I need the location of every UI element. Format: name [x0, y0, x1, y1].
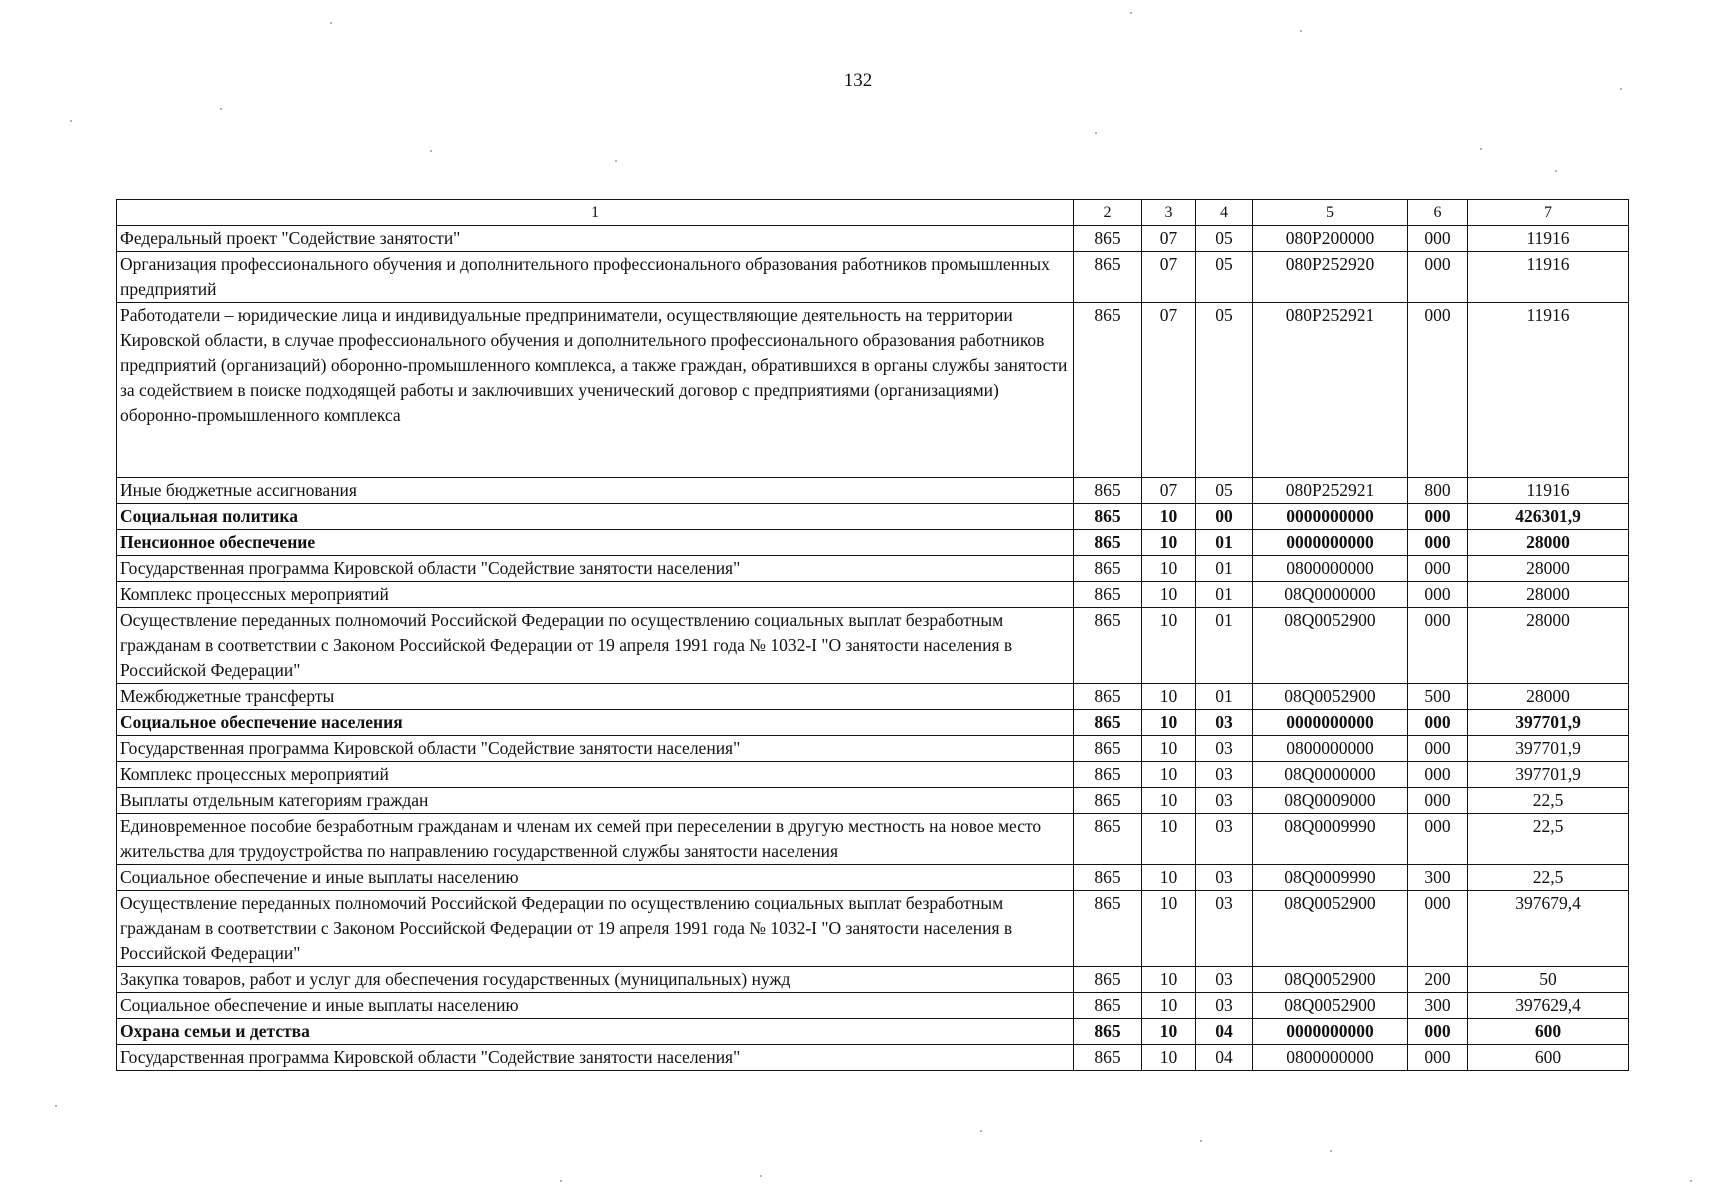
column-header: 3 [1142, 200, 1196, 226]
scan-speck [55, 1105, 57, 1107]
table-row [117, 762, 1629, 788]
section-code-cell: 10 [1142, 814, 1196, 865]
expense-type-cell: 000 [1408, 891, 1468, 967]
subsection-code-cell: 01 [1196, 684, 1253, 710]
section-code-cell: 07 [1142, 303, 1196, 478]
item-name-cell: Социальное обеспечение населения [117, 710, 1074, 736]
scan-speck [980, 1130, 982, 1132]
amount-cell: 28000 [1468, 556, 1629, 582]
target-article-cell: 080P252921 [1253, 303, 1408, 478]
scan-speck [1620, 88, 1622, 90]
target-article-cell: 080P252920 [1253, 252, 1408, 303]
ministry-code-cell: 865 [1074, 1019, 1142, 1045]
column-header: 6 [1408, 200, 1468, 226]
ministry-code-cell: 865 [1074, 814, 1142, 865]
scan-speck [1555, 170, 1557, 172]
target-article-cell: 0800000000 [1253, 736, 1408, 762]
expense-type-cell: 800 [1408, 478, 1468, 504]
subsection-code-cell: 01 [1196, 556, 1253, 582]
subsection-code-cell: 03 [1196, 865, 1253, 891]
target-article-cell: 08Q0009990 [1253, 865, 1408, 891]
item-name-cell: Охрана семьи и детства [117, 1019, 1074, 1045]
amount-cell: 22,5 [1468, 814, 1629, 865]
item-name-cell: Выплаты отдельным категориям граждан [117, 788, 1074, 814]
subsection-code-cell: 05 [1196, 478, 1253, 504]
ministry-code-cell: 865 [1074, 556, 1142, 582]
target-article-cell: 08Q0000000 [1253, 582, 1408, 608]
expense-type-cell: 200 [1408, 967, 1468, 993]
item-name-cell: Единовременное пособие безработным гражданам и членам их семей при переселении в другую местность на новое место жительства для трудоустройства по направлению государственной службы занятости населения [117, 814, 1074, 865]
subsection-code-cell: 01 [1196, 582, 1253, 608]
ministry-code-cell: 865 [1074, 582, 1142, 608]
scan-speck [330, 22, 332, 24]
expense-type-cell: 000 [1408, 556, 1468, 582]
expense-type-cell: 000 [1408, 710, 1468, 736]
item-name-cell: Федеральный проект "Содействие занятости" [117, 226, 1074, 252]
section-code-cell: 07 [1142, 478, 1196, 504]
target-article-cell: 080P252921 [1253, 478, 1408, 504]
expense-type-cell: 300 [1408, 865, 1468, 891]
amount-cell: 11916 [1468, 478, 1629, 504]
expense-type-cell: 000 [1408, 1019, 1468, 1045]
amount-cell: 28000 [1468, 582, 1629, 608]
table-row [117, 608, 1629, 684]
ministry-code-cell: 865 [1074, 891, 1142, 967]
ministry-code-cell: 865 [1074, 788, 1142, 814]
target-article-cell: 0000000000 [1253, 504, 1408, 530]
expense-type-cell: 000 [1408, 1045, 1468, 1071]
expense-type-cell: 000 [1408, 252, 1468, 303]
scan-speck [430, 150, 432, 152]
section-code-cell: 10 [1142, 1045, 1196, 1071]
target-article-cell: 0800000000 [1253, 1045, 1408, 1071]
target-article-cell: 08Q0009000 [1253, 788, 1408, 814]
scan-speck [70, 120, 72, 122]
amount-cell: 397701,9 [1468, 736, 1629, 762]
section-code-cell: 10 [1142, 1019, 1196, 1045]
table-row [117, 891, 1629, 967]
table-row [117, 1045, 1629, 1071]
subsection-code-cell: 03 [1196, 967, 1253, 993]
ministry-code-cell: 865 [1074, 736, 1142, 762]
item-name-cell: Закупка товаров, работ и услуг для обеспечения государственных (муниципальных) нужд [117, 967, 1074, 993]
table-row [117, 788, 1629, 814]
amount-cell: 28000 [1468, 530, 1629, 556]
ministry-code-cell: 865 [1074, 710, 1142, 736]
scan-speck [1480, 148, 1482, 150]
expense-type-cell: 000 [1408, 608, 1468, 684]
amount-cell: 11916 [1468, 303, 1629, 478]
expense-type-cell: 000 [1408, 788, 1468, 814]
scan-speck [1200, 1140, 1202, 1142]
table-row [117, 226, 1629, 252]
expense-type-cell: 000 [1408, 582, 1468, 608]
subsection-code-cell: 00 [1196, 504, 1253, 530]
section-code-cell: 10 [1142, 710, 1196, 736]
scan-speck [1095, 132, 1097, 134]
scan-speck [1300, 30, 1302, 32]
amount-cell: 28000 [1468, 684, 1629, 710]
target-article-cell: 0000000000 [1253, 1019, 1408, 1045]
scan-speck [560, 1180, 562, 1182]
subsection-code-cell: 03 [1196, 891, 1253, 967]
ministry-code-cell: 865 [1074, 993, 1142, 1019]
section-code-cell: 10 [1142, 530, 1196, 556]
column-header: 4 [1196, 200, 1253, 226]
item-name-cell: Организация профессионального обучения и дополнительного профессионального образования работников промышленных предприятий [117, 252, 1074, 303]
table-row [117, 684, 1629, 710]
item-name-cell: Государственная программа Кировской области "Содействие занятости населения" [117, 736, 1074, 762]
amount-cell: 600 [1468, 1045, 1629, 1071]
table-row [117, 504, 1629, 530]
subsection-code-cell: 05 [1196, 226, 1253, 252]
target-article-cell: 08Q0052900 [1253, 608, 1408, 684]
amount-cell: 50 [1468, 967, 1629, 993]
amount-cell: 397701,9 [1468, 762, 1629, 788]
item-name-cell: Иные бюджетные ассигнования [117, 478, 1074, 504]
ministry-code-cell: 865 [1074, 684, 1142, 710]
target-article-cell: 08Q0052900 [1253, 684, 1408, 710]
section-code-cell: 10 [1142, 504, 1196, 530]
expense-type-cell: 000 [1408, 226, 1468, 252]
ministry-code-cell: 865 [1074, 303, 1142, 478]
subsection-code-cell: 03 [1196, 710, 1253, 736]
scan-speck [1690, 1180, 1692, 1182]
target-article-cell: 08Q0052900 [1253, 967, 1408, 993]
section-code-cell: 10 [1142, 762, 1196, 788]
amount-cell: 426301,9 [1468, 504, 1629, 530]
item-name-cell: Межбюджетные трансферты [117, 684, 1074, 710]
scan-speck [1330, 1150, 1332, 1152]
subsection-code-cell: 01 [1196, 530, 1253, 556]
subsection-code-cell: 04 [1196, 1045, 1253, 1071]
table-row [117, 478, 1629, 504]
target-article-cell: 0000000000 [1253, 530, 1408, 556]
section-code-cell: 10 [1142, 556, 1196, 582]
table-row [117, 303, 1629, 478]
scan-speck [1130, 12, 1132, 14]
ministry-code-cell: 865 [1074, 252, 1142, 303]
item-name-cell: Комплекс процессных мероприятий [117, 762, 1074, 788]
target-article-cell: 08Q0052900 [1253, 993, 1408, 1019]
target-article-cell: 080P200000 [1253, 226, 1408, 252]
item-name-cell: Социальное обеспечение и иные выплаты населению [117, 993, 1074, 1019]
section-code-cell: 10 [1142, 736, 1196, 762]
column-header: 1 [117, 200, 1074, 226]
amount-cell: 397679,4 [1468, 891, 1629, 967]
table-row [117, 736, 1629, 762]
expense-type-cell: 000 [1408, 504, 1468, 530]
item-name-cell: Комплекс процессных мероприятий [117, 582, 1074, 608]
expense-type-cell: 000 [1408, 303, 1468, 478]
expense-type-cell: 000 [1408, 762, 1468, 788]
table-row [117, 530, 1629, 556]
ministry-code-cell: 865 [1074, 226, 1142, 252]
ministry-code-cell: 865 [1074, 967, 1142, 993]
ministry-code-cell: 865 [1074, 608, 1142, 684]
item-name-cell: Осуществление переданных полномочий Российской Федерации по осуществлению социальных выплат безработным гражданам в соответствии с Законом Российской Федерации от 19 апреля 1991 года № 1032-I "О занятости населения в Российской Федерации" [117, 608, 1074, 684]
expense-type-cell: 300 [1408, 993, 1468, 1019]
item-name-cell: Пенсионное обеспечение [117, 530, 1074, 556]
ministry-code-cell: 865 [1074, 865, 1142, 891]
section-code-cell: 10 [1142, 865, 1196, 891]
subsection-code-cell: 05 [1196, 303, 1253, 478]
column-header: 2 [1074, 200, 1142, 226]
table-row [117, 710, 1629, 736]
amount-cell: 600 [1468, 1019, 1629, 1045]
amount-cell: 397629,4 [1468, 993, 1629, 1019]
subsection-code-cell: 03 [1196, 736, 1253, 762]
subsection-code-cell: 03 [1196, 814, 1253, 865]
table-row [117, 582, 1629, 608]
table-row [117, 993, 1629, 1019]
target-article-cell: 08Q0009990 [1253, 814, 1408, 865]
item-name-cell: Социальное обеспечение и иные выплаты населению [117, 865, 1074, 891]
item-name-cell: Социальная политика [117, 504, 1074, 530]
page-number: 132 [843, 70, 873, 91]
ministry-code-cell: 865 [1074, 478, 1142, 504]
table-row [117, 814, 1629, 865]
table-row [117, 252, 1629, 303]
table-row [117, 556, 1629, 582]
table-row [117, 967, 1629, 993]
section-code-cell: 10 [1142, 993, 1196, 1019]
item-name-cell: Осуществление переданных полномочий Российской Федерации по осуществлению социальных выплат безработным гражданам в соответствии с Законом Российской Федерации от 19 апреля 1991 года № 1032-I "О занятости населения в Российской Федерации" [117, 891, 1074, 967]
subsection-code-cell: 03 [1196, 788, 1253, 814]
table-row [117, 865, 1629, 891]
ministry-code-cell: 865 [1074, 1045, 1142, 1071]
section-code-cell: 07 [1142, 226, 1196, 252]
section-code-cell: 10 [1142, 891, 1196, 967]
subsection-code-cell: 01 [1196, 608, 1253, 684]
target-article-cell: 08Q0052900 [1253, 891, 1408, 967]
amount-cell: 397701,9 [1468, 710, 1629, 736]
expense-type-cell: 000 [1408, 736, 1468, 762]
amount-cell: 22,5 [1468, 788, 1629, 814]
column-header-row [117, 200, 1629, 226]
scan-speck [760, 1175, 762, 1177]
column-header: 7 [1468, 200, 1629, 226]
ministry-code-cell: 865 [1074, 504, 1142, 530]
item-name-cell: Работодатели – юридические лица и индивидуальные предприниматели, осуществляющие деятельность на территории Кировской области, в случае профессионального обучения и дополнительного профессионального образования работников предприятий (организаций) оборонно-промышленного комплекса, а также граждан, обратившихся в органы службы занятости за содействием в поиске подходящей работы и заключивших ученический договор с предприятиями (организациями) оборонно-промышленного комплекса [117, 303, 1074, 478]
target-article-cell: 0800000000 [1253, 556, 1408, 582]
amount-cell: 22,5 [1468, 865, 1629, 891]
section-code-cell: 10 [1142, 684, 1196, 710]
budget-table [116, 199, 1629, 1071]
scan-speck [220, 108, 222, 110]
ministry-code-cell: 865 [1074, 762, 1142, 788]
target-article-cell: 0000000000 [1253, 710, 1408, 736]
amount-cell: 11916 [1468, 226, 1629, 252]
target-article-cell: 08Q0000000 [1253, 762, 1408, 788]
subsection-code-cell: 03 [1196, 762, 1253, 788]
column-header: 5 [1253, 200, 1408, 226]
item-name-cell: Государственная программа Кировской области "Содействие занятости населения" [117, 1045, 1074, 1071]
section-code-cell: 10 [1142, 967, 1196, 993]
subsection-code-cell: 03 [1196, 993, 1253, 1019]
amount-cell: 28000 [1468, 608, 1629, 684]
scan-speck [615, 160, 617, 162]
subsection-code-cell: 04 [1196, 1019, 1253, 1045]
expense-type-cell: 500 [1408, 684, 1468, 710]
section-code-cell: 10 [1142, 788, 1196, 814]
ministry-code-cell: 865 [1074, 530, 1142, 556]
amount-cell: 11916 [1468, 252, 1629, 303]
subsection-code-cell: 05 [1196, 252, 1253, 303]
item-name-cell: Государственная программа Кировской области "Содействие занятости населения" [117, 556, 1074, 582]
expense-type-cell: 000 [1408, 530, 1468, 556]
section-code-cell: 10 [1142, 608, 1196, 684]
section-code-cell: 10 [1142, 582, 1196, 608]
section-code-cell: 07 [1142, 252, 1196, 303]
table-row [117, 1019, 1629, 1045]
expense-type-cell: 000 [1408, 814, 1468, 865]
